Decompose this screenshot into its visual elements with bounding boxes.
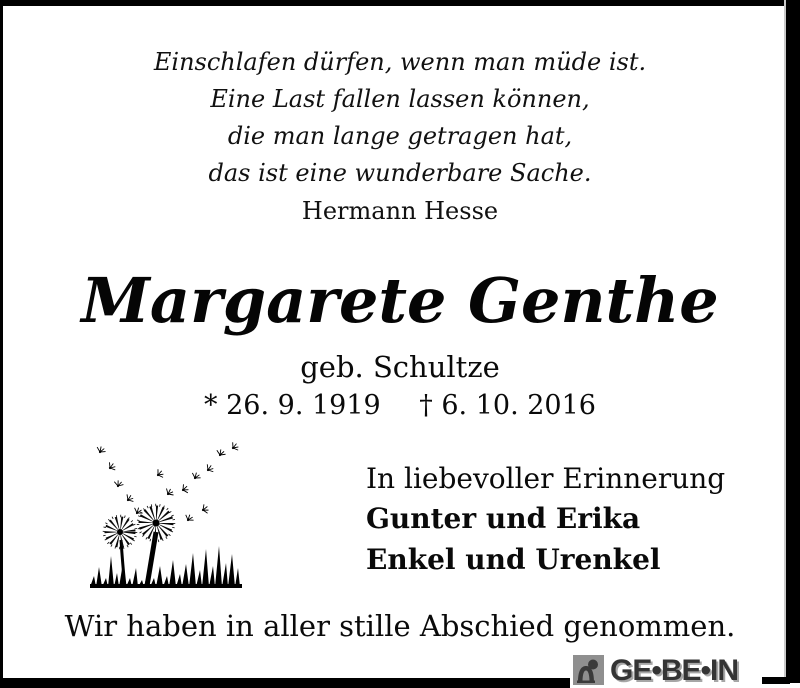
death-date: † 6. 10. 2016	[419, 390, 596, 421]
memorial-block	[366, 460, 725, 580]
deceased-name: Margarete Genthe	[81, 264, 719, 337]
quote-line: das ist eine wunderbare Sache.	[208, 159, 592, 187]
life-dates	[0, 391, 800, 421]
memorial-line: In liebevoller Erinnerung	[366, 462, 726, 495]
dandelion-silhouette-icon	[80, 428, 252, 596]
mourner-names: Gunter und Erika	[366, 502, 641, 535]
maiden-name: geb. Schultze	[300, 350, 500, 384]
birth-date: * 26. 9. 1919	[204, 390, 381, 421]
frame-top-rule	[0, 0, 800, 6]
mourning-figure-icon	[573, 655, 604, 685]
mourner-names: Enkel und Urenkel	[366, 543, 661, 576]
bottom-rule-left	[0, 678, 570, 688]
gebein-logo-text: GE•BE•IN	[610, 654, 739, 687]
quote-block	[0, 44, 800, 230]
quote-attribution: Hermann Hesse	[301, 197, 499, 225]
dandelion-illustration	[80, 428, 252, 596]
quote-line: Einschlafen dürfen, wenn man müde ist.	[153, 48, 647, 76]
closing-line: Wir haben in aller stille Abschied genommen.	[64, 609, 736, 643]
bottom-rule-right	[762, 677, 790, 684]
gebein-logo	[573, 655, 738, 685]
quote-line: Eine Last fallen lassen können,	[210, 85, 590, 113]
quote-line: die man lange getragen hat,	[227, 122, 573, 150]
